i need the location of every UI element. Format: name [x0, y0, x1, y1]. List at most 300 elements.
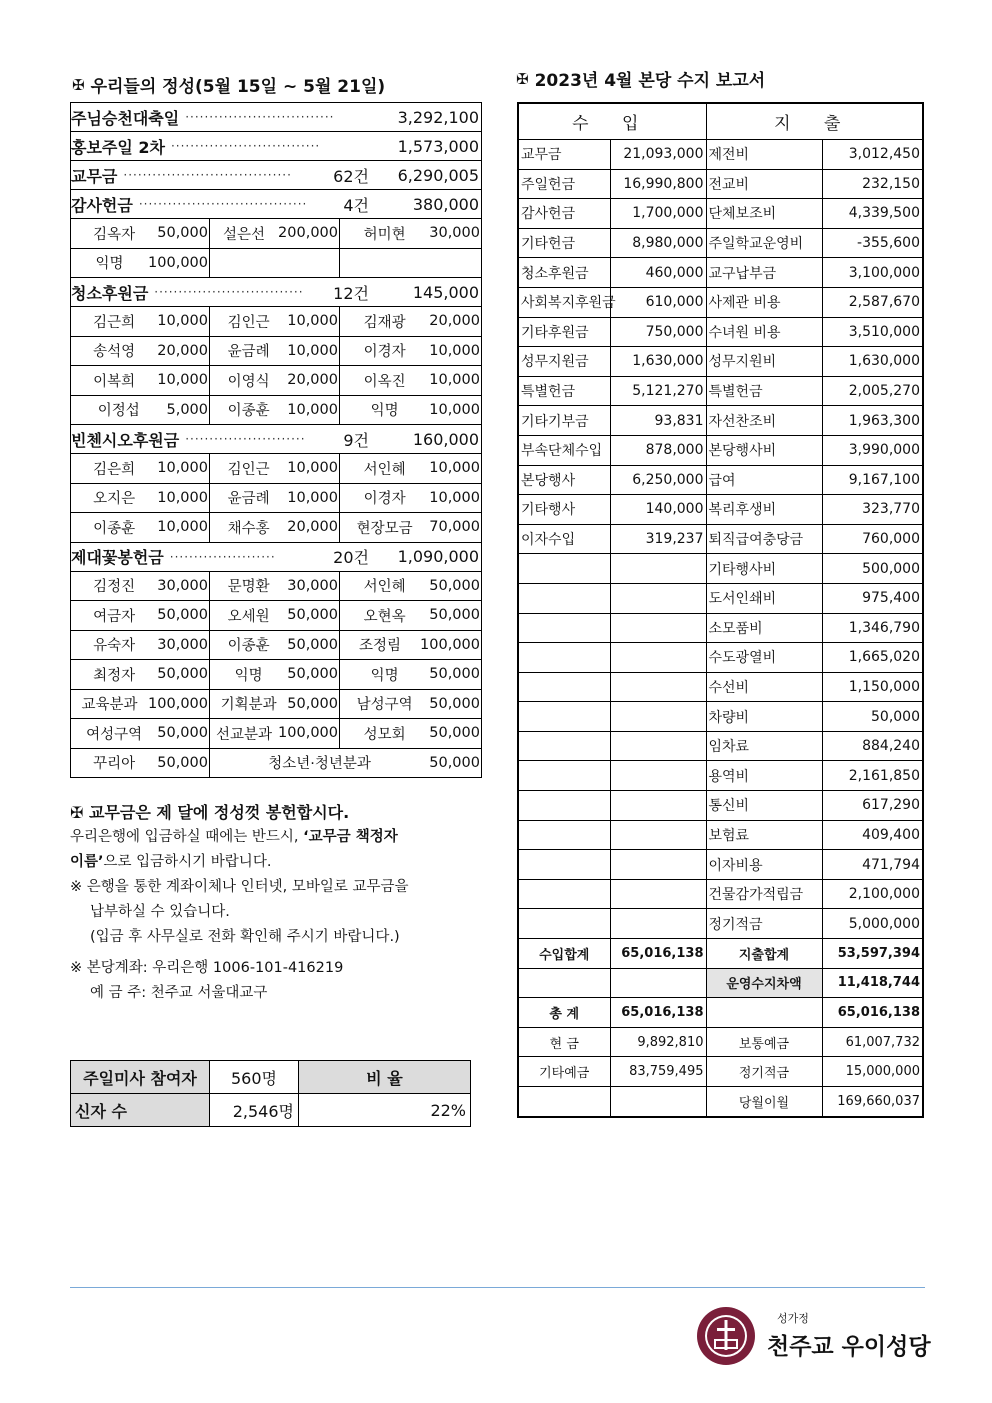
- income-amount: [610, 761, 706, 791]
- report-row: [518, 199, 923, 229]
- donor-row: [71, 454, 481, 484]
- donor-row: [71, 513, 481, 543]
- donor-amount: 100,000: [420, 636, 480, 653]
- expense-item: 퇴직급여충당금: [706, 524, 822, 554]
- donor-cell: [340, 601, 481, 630]
- income-amount: 1,700,000: [610, 199, 706, 229]
- donor-name: 김정진: [93, 579, 136, 596]
- donor-amount: 100,000: [148, 695, 208, 712]
- offering-section-header: [71, 425, 481, 454]
- donor-name: 허미현: [363, 226, 406, 243]
- expense-amount: 1,630,000: [822, 347, 923, 377]
- report-row: [518, 406, 923, 436]
- balance-value: 11,418,744: [822, 968, 923, 998]
- offerings-title: ✠ 우리들의 정성(5월 15일 ~ 5월 21일): [72, 75, 386, 97]
- donor-name: 서인혜: [363, 461, 406, 478]
- expense-amount: 500,000: [822, 554, 923, 584]
- offering-count: 4건: [343, 195, 369, 215]
- offering-name: 제대꽃봉헌금: [71, 548, 164, 567]
- income-amount: [610, 613, 706, 643]
- carry-over-value: 169,660,037: [822, 1087, 923, 1117]
- donor-cell: [210, 396, 340, 425]
- expense-item: 자선찬조비: [706, 406, 822, 436]
- income-amount: 93,831: [610, 406, 706, 436]
- donor-row: [71, 660, 481, 690]
- offering-name: 주님승천대축일: [71, 108, 180, 128]
- donor-cell: [340, 249, 481, 278]
- donor-amount: 50,000: [429, 725, 480, 742]
- donor-name: 이복희: [93, 373, 136, 390]
- income-item: 기타기부금: [518, 406, 610, 436]
- donor-cell: [210, 749, 481, 778]
- donor-amount: 10,000: [157, 372, 208, 389]
- income-item: [518, 791, 610, 821]
- report-row: [518, 643, 923, 673]
- cross-mark-icon: ✠: [70, 803, 84, 822]
- members-value: 2,546명: [210, 1094, 299, 1127]
- offering-amount: 145,000: [412, 282, 479, 302]
- expense-amount: 50,000: [822, 702, 923, 732]
- donor-name: 김인근: [227, 461, 270, 478]
- grand-income: 65,016,138: [610, 998, 706, 1028]
- other-deposit-label: 기타예금: [518, 1057, 610, 1087]
- expense-item: 전교비: [706, 169, 822, 199]
- donor-amount: 50,000: [429, 577, 480, 594]
- donor-name: 여성구역: [86, 726, 143, 743]
- donor-name: 이경자: [363, 344, 406, 361]
- donor-amount: 30,000: [157, 636, 208, 653]
- expense-amount: 2,161,850: [822, 761, 923, 791]
- offering-section-header: [71, 132, 481, 161]
- donor-name: 김은희: [93, 461, 136, 478]
- donor-name: 윤금례: [227, 344, 270, 361]
- report-row: [518, 169, 923, 199]
- expense-total-label: 지출합계: [706, 939, 822, 969]
- income-amount: 140,000: [610, 495, 706, 525]
- donor-cell: [71, 690, 210, 719]
- donor-name: 김재광: [363, 314, 406, 331]
- donor-cell: [71, 513, 210, 542]
- donor-cell: [210, 249, 340, 278]
- donor-amount: 30,000: [157, 577, 208, 594]
- donor-cell: [340, 660, 481, 689]
- report-row: [518, 258, 923, 288]
- donor-name: 익명: [370, 403, 399, 420]
- income-item: 교무금: [518, 140, 610, 170]
- donor-amount: 10,000: [429, 401, 480, 418]
- donor-name: 익명: [234, 667, 263, 684]
- donor-amount: 10,000: [287, 313, 338, 330]
- income-item: [518, 820, 610, 850]
- report-row: [518, 613, 923, 643]
- income-item: [518, 554, 610, 584]
- expense-amount: 1,150,000: [822, 672, 923, 702]
- donor-cell: [340, 219, 481, 248]
- income-amount: [610, 583, 706, 613]
- expense-amount: 2,100,000: [822, 879, 923, 909]
- donor-row: [71, 484, 481, 514]
- donor-name: 오세원: [227, 608, 270, 625]
- donor-amount: 20,000: [287, 372, 338, 389]
- notes-line: 우리은행에 입금하실 때에는 반드시, ‘교무금 책정자: [70, 829, 398, 845]
- ordinary-deposit-label: 보통예금: [706, 1027, 822, 1057]
- donor-cell: [71, 366, 210, 395]
- income-amount: [610, 554, 706, 584]
- donor-amount: 5,000: [166, 401, 208, 418]
- donor-amount: 10,000: [157, 519, 208, 536]
- donor-amount: 30,000: [429, 225, 480, 242]
- report-row: [518, 820, 923, 850]
- donor-amount: 10,000: [157, 460, 208, 477]
- donor-cell: [340, 690, 481, 719]
- report-row: [518, 879, 923, 909]
- report-row: [518, 347, 923, 377]
- expense-amount: 760,000: [822, 524, 923, 554]
- expense-item: 교구납부금: [706, 258, 822, 288]
- donor-name: 조정림: [359, 638, 402, 655]
- donor-amount: 50,000: [429, 754, 480, 771]
- income-item: 기타행사: [518, 495, 610, 525]
- donor-cell: [71, 631, 210, 660]
- report-title: ✠ 2023년 4월 본당 수지 보고서: [516, 69, 766, 91]
- donor-name: 설은선: [223, 226, 266, 243]
- expense-item: 복리후생비: [706, 495, 822, 525]
- ratio-value: 22%: [299, 1094, 471, 1127]
- income-amount: 319,237: [610, 524, 706, 554]
- donor-name: 이종훈: [227, 638, 270, 655]
- dot-leader: ······················: [169, 549, 276, 564]
- offering-count: 12건: [333, 283, 369, 303]
- expense-item: 기타행사비: [706, 554, 822, 584]
- report-row: [518, 850, 923, 880]
- income-header: 수 입: [518, 103, 706, 140]
- donor-amount: 30,000: [287, 577, 338, 594]
- expense-total: 53,597,394: [822, 939, 923, 969]
- donor-cell: [71, 749, 210, 778]
- offering-amount: 6,290,005: [397, 165, 479, 185]
- offering-section-header: [71, 161, 481, 190]
- donor-name: 이종훈: [227, 403, 270, 420]
- donor-amount: 50,000: [157, 225, 208, 242]
- offering-amount: 160,000: [412, 429, 479, 449]
- donor-amount: 10,000: [287, 460, 338, 477]
- income-item: [518, 643, 610, 673]
- donor-amount: 200,000: [278, 225, 338, 242]
- expense-amount: 975,400: [822, 583, 923, 613]
- donor-amount: 10,000: [287, 401, 338, 418]
- donor-amount: 50,000: [157, 754, 208, 771]
- donor-cell: [71, 660, 210, 689]
- donor-name: 꾸리아: [93, 756, 136, 773]
- expense-item: 이자비용: [706, 850, 822, 880]
- expense-amount: 884,240: [822, 731, 923, 761]
- donor-cell: [71, 572, 210, 601]
- income-item: [518, 613, 610, 643]
- offering-name: 감사헌금: [71, 195, 133, 215]
- donor-name: 이경자: [363, 491, 406, 508]
- carry-over-label: 당월이월: [706, 1087, 822, 1117]
- fixed-deposit-value: 15,000,000: [822, 1057, 923, 1087]
- income-item: 성무지원금: [518, 347, 610, 377]
- expense-amount: 2,587,670: [822, 287, 923, 317]
- donor-cell: [210, 454, 340, 483]
- expense-amount: -355,600: [822, 228, 923, 258]
- donor-name: 이옥진: [363, 373, 406, 390]
- donor-cell: [210, 219, 340, 248]
- income-item: 사회복지후원금: [518, 287, 610, 317]
- dot-leader: ·························: [185, 432, 306, 446]
- offering-count: 20건: [333, 548, 369, 567]
- notes-line: 이름’으로 입금하시기 바랍니다.: [70, 854, 272, 870]
- expense-item: 통신비: [706, 791, 822, 821]
- donor-amount: 50,000: [157, 725, 208, 742]
- donor-name: 익명: [370, 667, 399, 684]
- donor-row: [71, 396, 481, 426]
- report-row: [518, 672, 923, 702]
- fixed-deposit-label: 정기적금: [706, 1057, 822, 1087]
- offering-amount: 380,000: [412, 194, 479, 214]
- donor-name: 익명: [95, 256, 124, 273]
- expense-item: 단체보조비: [706, 199, 822, 229]
- expense-item: 특별헌금: [706, 376, 822, 406]
- donor-amount: 50,000: [287, 695, 338, 712]
- cross-mark-icon: ✠: [516, 69, 529, 88]
- donor-cell: [210, 690, 340, 719]
- expense-amount: 4,339,500: [822, 199, 923, 229]
- attendance-value: 560명: [210, 1061, 299, 1094]
- expense-item: 본당행사비: [706, 435, 822, 465]
- dot-leader: ···································: [123, 168, 292, 182]
- income-item: 특별헌금: [518, 376, 610, 406]
- donor-amount: 50,000: [429, 695, 480, 712]
- donor-amount: 100,000: [148, 254, 208, 271]
- dot-leader: ·······························: [185, 110, 335, 124]
- donor-name: 김옥자: [93, 226, 136, 243]
- members-label: 신자 수: [71, 1094, 210, 1127]
- income-item: [518, 850, 610, 880]
- expense-item: 수녀원 비용: [706, 317, 822, 347]
- report-row: [518, 376, 923, 406]
- ratio-label: 비 율: [299, 1061, 471, 1094]
- donor-row: [71, 749, 481, 778]
- income-amount: 610,000: [610, 287, 706, 317]
- donor-name: 송석영: [93, 344, 136, 361]
- attendance-label: 주일미사 참여자: [71, 1061, 210, 1094]
- donor-name: 남성구역: [356, 697, 413, 714]
- income-item: [518, 909, 610, 939]
- notes-line: ※ 은행을 통한 계좌이체나 인터넷, 모바일로 교무금을: [70, 879, 409, 895]
- donor-row: [71, 572, 481, 602]
- donor-name: 청소년·청년분과: [268, 756, 371, 773]
- donor-name: 이영식: [227, 373, 270, 390]
- donor-cell: [340, 484, 481, 513]
- donor-amount: 10,000: [157, 489, 208, 506]
- report-row: [518, 583, 923, 613]
- donor-name: 최정자: [93, 667, 136, 684]
- income-item: 부속단체수입: [518, 435, 610, 465]
- donor-cell: [71, 249, 210, 278]
- income-amount: [610, 672, 706, 702]
- income-amount: [610, 879, 706, 909]
- donor-amount: 20,000: [429, 313, 480, 330]
- donor-name: 김인근: [227, 314, 270, 331]
- donor-cell: [71, 337, 210, 366]
- donor-amount: 10,000: [287, 489, 338, 506]
- expense-amount: 9,167,100: [822, 465, 923, 495]
- dot-leader: ·······························: [170, 139, 321, 153]
- donor-amount: 10,000: [157, 313, 208, 330]
- income-amount: [610, 791, 706, 821]
- income-amount: 6,250,000: [610, 465, 706, 495]
- report-row: [518, 761, 923, 791]
- finance-report-table: [517, 102, 924, 1118]
- report-row: [518, 317, 923, 347]
- offering-amount: 3,292,100: [397, 107, 479, 127]
- notes-title: ✠ 교무금은 제 달에 정성껏 봉헌합시다.: [70, 803, 350, 822]
- donor-name: 이정섭: [97, 403, 140, 420]
- report-row: [518, 702, 923, 732]
- donor-cell: [340, 454, 481, 483]
- report-row: [518, 495, 923, 525]
- expense-amount: 232,150: [822, 169, 923, 199]
- offering-amount: 1,573,000: [397, 136, 479, 156]
- income-item: [518, 583, 610, 613]
- donor-name: 문명환: [227, 579, 270, 596]
- income-amount: 1,630,000: [610, 347, 706, 377]
- donor-row: [71, 307, 481, 337]
- donor-cell: [210, 366, 340, 395]
- income-amount: 460,000: [610, 258, 706, 288]
- report-row: [518, 909, 923, 939]
- donor-name: 교육분과: [81, 697, 138, 714]
- offering-count: 9건: [343, 430, 369, 450]
- income-item: [518, 702, 610, 732]
- dot-leader: ···································: [138, 197, 308, 211]
- income-item: 감사헌금: [518, 199, 610, 229]
- report-row: [518, 228, 923, 258]
- donor-cell: [340, 396, 481, 425]
- donor-amount: 10,000: [429, 460, 480, 477]
- attendance-table: [70, 1060, 471, 1127]
- balance-label: 운영수지차액: [706, 968, 822, 998]
- donor-amount: 10,000: [287, 342, 338, 359]
- donor-amount: 50,000: [429, 607, 480, 624]
- offering-count: 62건: [333, 166, 369, 186]
- income-total: 65,016,138: [610, 939, 706, 969]
- donor-name: 이종훈: [93, 520, 136, 537]
- report-row: [518, 140, 923, 170]
- income-item: 청소후원금: [518, 258, 610, 288]
- expense-item: 사제관 비용: [706, 287, 822, 317]
- expense-item: 용역비: [706, 761, 822, 791]
- cash-value: 9,892,810: [610, 1027, 706, 1057]
- donor-amount: 20,000: [157, 342, 208, 359]
- income-amount: 21,093,000: [610, 140, 706, 170]
- donor-cell: [210, 307, 340, 336]
- donor-row: [71, 690, 481, 720]
- cross-mark-icon: ✠: [72, 75, 85, 94]
- expense-item: 임차료: [706, 731, 822, 761]
- offering-name: 빈첸시오후원금: [71, 430, 180, 450]
- donor-cell: [71, 454, 210, 483]
- expense-item: 급여: [706, 465, 822, 495]
- income-amount: [610, 702, 706, 732]
- income-amount: [610, 820, 706, 850]
- expense-amount: 1,665,020: [822, 643, 923, 673]
- donor-name: 성모회: [363, 726, 406, 743]
- dot-leader: ·······························: [154, 285, 304, 299]
- donor-cell: [340, 572, 481, 601]
- donor-amount: 70,000: [429, 519, 480, 536]
- donor-name: 기획분과: [220, 697, 277, 714]
- income-item: 기타후원금: [518, 317, 610, 347]
- parish-seal-logo: [696, 1306, 756, 1366]
- report-row: [518, 435, 923, 465]
- donor-row: [71, 249, 481, 279]
- expense-item: 수도광열비: [706, 643, 822, 673]
- expense-amount: 3,990,000: [822, 435, 923, 465]
- donor-cell: [210, 660, 340, 689]
- expense-item: 보험료: [706, 820, 822, 850]
- donor-cell: [71, 307, 210, 336]
- income-amount: [610, 643, 706, 673]
- donor-cell: [210, 484, 340, 513]
- income-amount: [610, 909, 706, 939]
- expense-amount: 2,005,270: [822, 376, 923, 406]
- donor-amount: 50,000: [287, 607, 338, 624]
- donor-row: [71, 366, 481, 396]
- donor-row: [71, 219, 481, 249]
- income-item: 이자수입: [518, 524, 610, 554]
- expense-item: 제전비: [706, 140, 822, 170]
- offering-name: 홍보주일 2차: [71, 137, 165, 157]
- offering-section-header: [71, 103, 481, 132]
- report-row: [518, 731, 923, 761]
- offering-section-header: [71, 543, 481, 572]
- donor-name: 서인혜: [363, 579, 406, 596]
- income-amount: 16,990,800: [610, 169, 706, 199]
- other-deposit-value: 83,759,495: [610, 1057, 706, 1087]
- footer-subtitle: 성가정: [777, 1312, 809, 1325]
- donor-row: [71, 337, 481, 367]
- income-amount: 750,000: [610, 317, 706, 347]
- report-row: [518, 465, 923, 495]
- donor-cell: [71, 484, 210, 513]
- report-row: [518, 791, 923, 821]
- donor-cell: [210, 601, 340, 630]
- income-total-label: 수입합계: [518, 939, 610, 969]
- income-amount: 8,980,000: [610, 228, 706, 258]
- income-amount: [610, 731, 706, 761]
- donor-row: [71, 601, 481, 631]
- donor-cell: [210, 572, 340, 601]
- expense-amount: 3,012,450: [822, 140, 923, 170]
- expense-item: 도서인쇄비: [706, 583, 822, 613]
- expense-item: 성무지원비: [706, 347, 822, 377]
- donor-row: [71, 631, 481, 661]
- donor-cell: [340, 513, 481, 542]
- income-amount: 878,000: [610, 435, 706, 465]
- report-row: [518, 524, 923, 554]
- report-row: [518, 554, 923, 584]
- donor-name: 여금자: [93, 608, 136, 625]
- expense-item: 건물감가적립금: [706, 879, 822, 909]
- income-item: [518, 761, 610, 791]
- expense-amount: 323,770: [822, 495, 923, 525]
- income-item: 주일헌금: [518, 169, 610, 199]
- expense-amount: 409,400: [822, 820, 923, 850]
- report-row: [518, 287, 923, 317]
